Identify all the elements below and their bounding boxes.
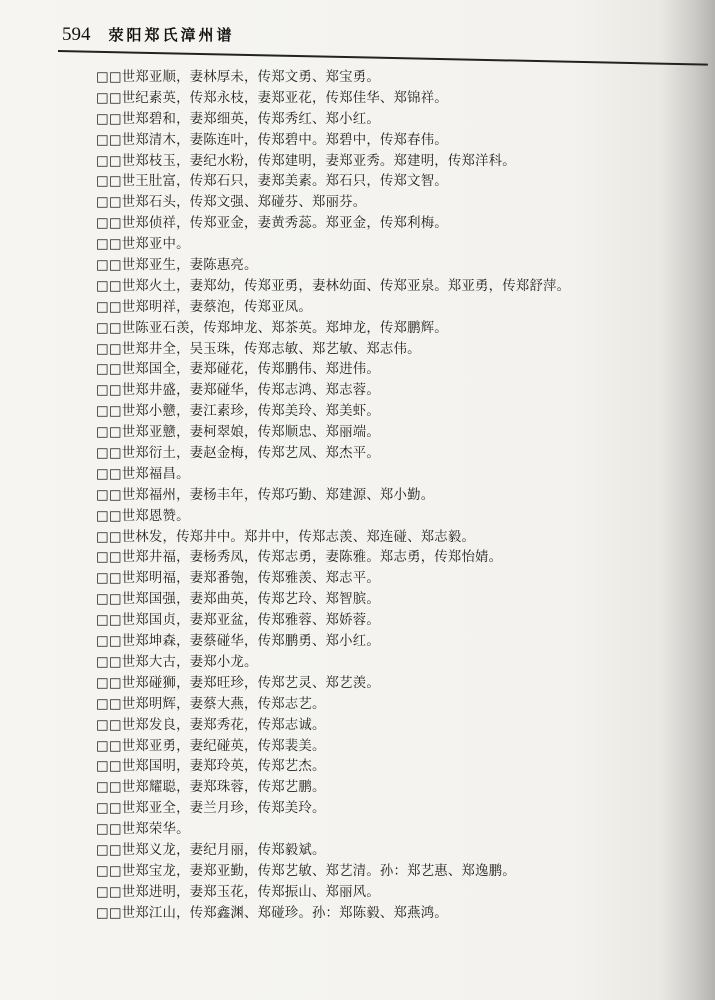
genealogy-entry: □□世郑进明，妻郑玉花，传郑振山、郑丽风。 bbox=[96, 884, 380, 900]
genealogy-entry: □□世郑石头，传郑文强、郑碰芬、郑丽芬。 bbox=[96, 195, 367, 211]
genealogy-entry: □□世郑恩赞。 bbox=[96, 508, 190, 524]
genealogy-entry: □□世郑井福，妻杨秀凤，传郑志勇，妻陈雅。郑志勇，传郑怡婧。 bbox=[96, 550, 503, 566]
genealogy-entry: □□世郑明辉，妻蔡大燕，传郑志艺。 bbox=[96, 696, 326, 712]
genealogy-entry: □□世郑亚顺，妻林厚未，传郑文勇、郑宝勇。 bbox=[96, 70, 380, 85]
genealogy-entry: □□世郑坤森，妻蔡碰华，传郑鹏勇、郑小红。 bbox=[96, 634, 380, 650]
genealogy-entry: □□世郑衍土，妻赵金梅，传郑艺凤、郑杰平。 bbox=[96, 446, 380, 462]
genealogy-entry: □□世郑亚中。 bbox=[96, 237, 190, 253]
genealogy-entry: □□世郑国全，妻郑碰花，传郑鹏伟、郑进伟。 bbox=[96, 362, 380, 378]
genealogy-entry: □□世郑耀聪，妻郑珠蓉，传郑艺鹏。 bbox=[96, 780, 326, 796]
page-number: 594 bbox=[62, 24, 91, 45]
genealogy-entries bbox=[96, 68, 656, 925]
genealogy-entry: □□世郑清木，妻陈连叶，传郑碧中。郑碧中，传郑春伟。 bbox=[96, 132, 448, 148]
genealogy-entry: □□世郑井全，吴玉珠，传郑志敏、郑艺敏、郑志伟。 bbox=[96, 341, 421, 357]
book-title: 荥阳郑氏漳州谱 bbox=[108, 26, 235, 44]
genealogy-entry: □□世郑碧和，妻郑细英，传郑秀红、郑小红。 bbox=[96, 111, 380, 127]
genealogy-entry: □□世林发，传郑井中。郑井中，传郑志羡、郑连碰、郑志毅。 bbox=[96, 529, 476, 545]
page-header bbox=[62, 24, 235, 50]
genealogy-entry: □□世郑国贞，妻郑亚盆，传郑雅蓉、郑娇蓉。 bbox=[96, 613, 380, 629]
genealogy-entry: □□世郑荣华。 bbox=[96, 822, 190, 838]
genealogy-entry: □□世郑明祥，妻蔡泡，传郑亚凤。 bbox=[96, 299, 312, 315]
genealogy-entry: □□世陈亚石羡，传郑坤龙、郑茶英。郑坤龙，传郑鹏辉。 bbox=[96, 320, 448, 336]
genealogy-entry: □□世郑明福，妻郑番匏，传郑雅羡、郑志平。 bbox=[96, 571, 380, 587]
genealogy-entry: □□世郑江山，传郑鑫渊、郑碰珍。孙：郑陈毅、郑燕鸿。 bbox=[96, 905, 448, 921]
genealogy-entry: □□世郑国明，妻郑玲英，传郑艺杰。 bbox=[96, 759, 326, 775]
genealogy-entry: □□世王肚富，传郑石只，妻郑美素。郑石只，传郑文智。 bbox=[96, 174, 448, 190]
genealogy-entry: □□世郑侦祥，传郑亚金，妻黄秀蕊。郑亚金，传郑利梅。 bbox=[96, 216, 448, 232]
page-edge-shadow bbox=[660, 0, 715, 1000]
genealogy-entry: □□世郑义龙，妻纪月丽，传郑毅斌。 bbox=[96, 842, 326, 858]
genealogy-entry: □□世郑福州，妻杨丰年，传郑巧勤、郑建源、郑小勤。 bbox=[96, 487, 435, 503]
genealogy-entry: □□世郑大古，妻郑小龙。 bbox=[96, 654, 258, 670]
genealogy-entry: □□世郑亚勇，妻纪碰英，传郑裴美。 bbox=[96, 738, 326, 754]
genealogy-entry: □□世郑亚全，妻兰月珍，传郑美玲。 bbox=[96, 801, 326, 817]
genealogy-entry: □□世郑国强，妻郑曲英，传郑艺玲、郑智膑。 bbox=[96, 592, 380, 608]
header-rule bbox=[58, 50, 708, 66]
genealogy-entry: □□世纪素英，传郑永枝，妻郑亚花，传郑佳华、郑锦祥。 bbox=[96, 90, 448, 106]
genealogy-entry: □□世郑井盛，妻郑碰华，传郑志鸿、郑志蓉。 bbox=[96, 383, 380, 399]
genealogy-entry: □□世郑小戆，妻江素珍，传郑美玲、郑美虾。 bbox=[96, 404, 380, 420]
genealogy-entry: □□世郑枝玉，妻纪水粉，传郑建明，妻郑亚秀。郑建明，传郑洋科。 bbox=[96, 153, 516, 169]
genealogy-entry: □□世郑火土，妻郑幼，传郑亚勇，妻林幼面、传郑亚泉。郑亚勇，传郑舒萍。 bbox=[96, 278, 571, 294]
genealogy-entry: □□世郑亚生，妻陈惠亮。 bbox=[96, 258, 258, 274]
genealogy-entry: □□世郑宝龙，妻郑亚勤，传郑艺敏、郑艺清。孙：郑艺惠、郑逸鹏。 bbox=[96, 863, 516, 879]
genealogy-entry: □□世郑碰狮，妻郑旺珍，传郑艺灵、郑艺羡。 bbox=[96, 675, 380, 691]
genealogy-entry: □□世郑发良，妻郑秀花，传郑志诚。 bbox=[96, 717, 326, 733]
genealogy-entry: □□世郑福昌。 bbox=[96, 466, 190, 482]
genealogy-entry: □□世郑亚戆，妻柯翠娘，传郑顺忠、郑丽端。 bbox=[96, 425, 380, 441]
